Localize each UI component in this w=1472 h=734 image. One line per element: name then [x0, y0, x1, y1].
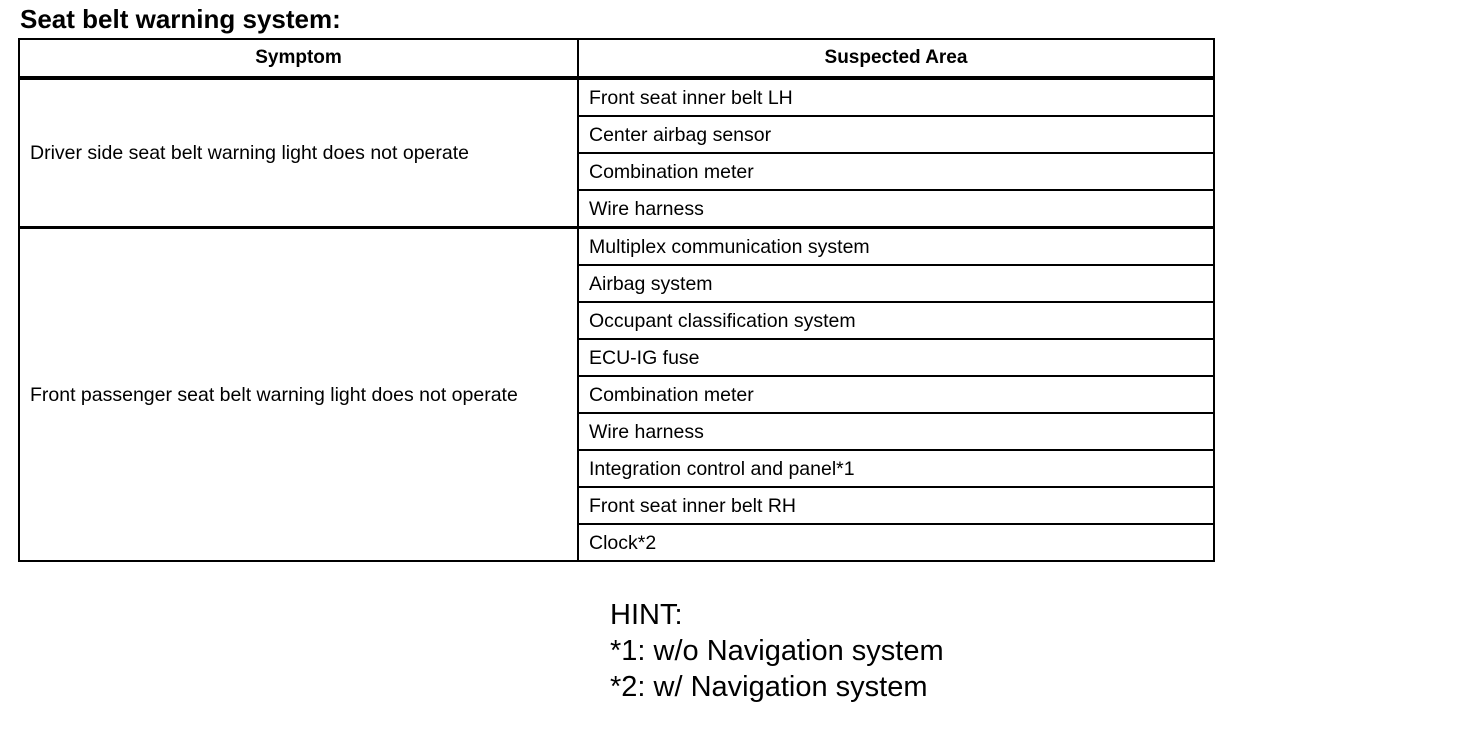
suspected-area-cell: Integration control and panel*1 [578, 450, 1214, 487]
suspected-area-cell: Combination meter [578, 153, 1214, 190]
suspected-area-cell: Center airbag sensor [578, 116, 1214, 153]
suspected-area-cell: Wire harness [578, 413, 1214, 450]
suspected-area-cell: Clock*2 [578, 524, 1214, 561]
hint-note: *2: w/ Navigation system [610, 671, 928, 703]
suspected-area-cell: ECU-IG fuse [578, 339, 1214, 376]
suspected-area-header: Suspected Area [578, 39, 1214, 78]
suspected-area-cell: Wire harness [578, 190, 1214, 228]
suspected-area-cell: Combination meter [578, 376, 1214, 413]
suspected-area-cell: Airbag system [578, 265, 1214, 302]
suspected-area-cell: Front seat inner belt RH [578, 487, 1214, 524]
symptom-header: Symptom [19, 39, 578, 78]
table-body [19, 78, 1214, 561]
symptom-cell: Driver side seat belt warning light does not operate [19, 78, 578, 228]
hint-note: *1: w/o Navigation system [610, 635, 944, 667]
symptom-cell: Front passenger seat belt warning light does not operate [19, 228, 578, 562]
suspected-area-cell: Occupant classification system [578, 302, 1214, 339]
suspected-area-cell: Front seat inner belt LH [578, 78, 1214, 116]
suspected-area-cell: Multiplex communication system [578, 228, 1214, 266]
table-header-row [19, 39, 1214, 78]
table-row [19, 78, 1214, 116]
problem-symptoms-table [18, 38, 1215, 562]
hint-label: HINT: [610, 599, 683, 631]
table-row [19, 228, 1214, 266]
page-title: Seat belt warning system: [20, 4, 341, 34]
hint-block [610, 597, 944, 705]
